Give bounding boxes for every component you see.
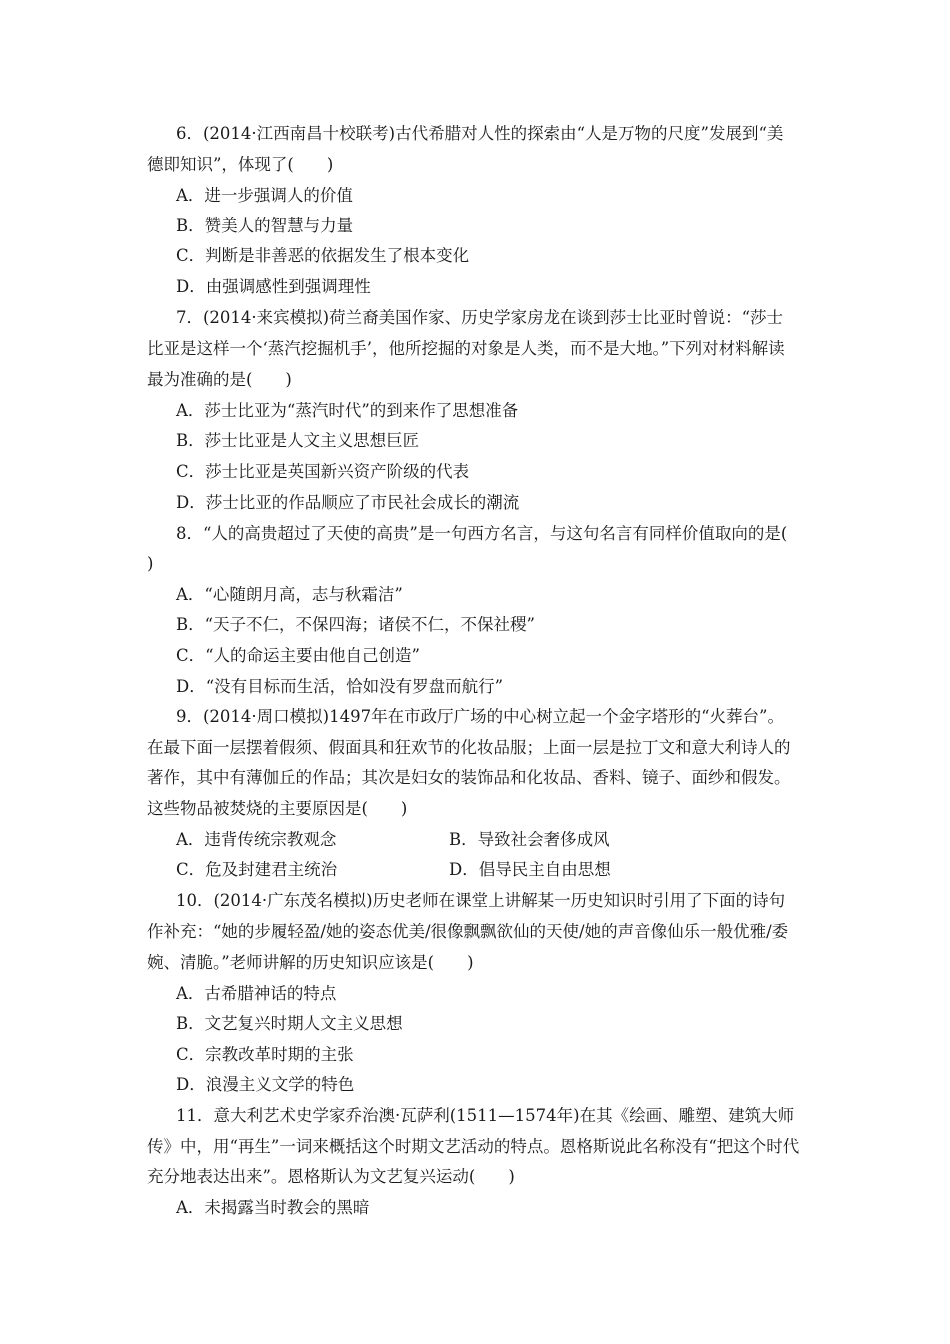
question-9-option-a: A．违背传统宗教观念 [176,830,337,849]
question-9-line-1: 9．(2014·周口模拟)1497年在市政厅广场的中心树立起一个金字塔形的“火葬台”。 [176,707,784,726]
question-6-option-c: C．判断是非善恶的依据发生了根本变化 [176,246,470,265]
question-10-option-a: A．古希腊神话的特点 [176,984,337,1003]
question-7-option-d: D．莎士比亚的作品顺应了市民社会成长的潮流 [176,493,520,512]
question-6-line-1: 6．(2014·江西南昌十校联考)古代希腊对人性的探索由“人是万物的尺度”发展到“美 [176,124,784,143]
question-9-option-c: C．危及封建君主统治 [176,860,338,879]
question-8-line-1: 8．“人的高贵超过了天使的高贵”是一句西方名言，与这句名言有同样价值取向的是( [176,524,788,543]
question-9-line-3: 著作，其中有薄伽丘的作品；其次是妇女的装饰品和化妆品、香料、镜子、面纱和假发。 [147,768,791,787]
question-9-option-b: B．导致社会奢侈成风 [449,830,610,849]
question-7-option-a: A．莎士比亚为“蒸汽时代”的到来作了思想准备 [176,401,519,420]
question-10-line-1: 10．(2014·广东茂名模拟)历史老师在课堂上讲解某一历史知识时引用了下面的诗句 [176,891,786,910]
question-11-option-a: A．未揭露当时教会的黑暗 [176,1198,370,1217]
question-10-option-d: D．浪漫主义文学的特色 [176,1075,355,1094]
question-10-option-c: C．宗教改革时期的主张 [176,1045,354,1064]
question-7-line-2: 比亚是这样一个‘蒸汽挖掘机手’，他所挖掘的对象是人类，而不是大地。”下列对材料解读 [147,339,785,358]
question-11-line-1: 11．意大利艺术史学家乔治澳·瓦萨利(1511—1574年)在其《绘画、雕塑、建筑大师 [176,1106,795,1125]
question-8-option-a: A．“心随朗月高，志与秋霜洁” [176,585,403,604]
question-7-line-1: 7．(2014·来宾模拟)荷兰裔美国作家、历史学家房龙在谈到莎士比亚时曾说：“莎士 [176,308,784,327]
question-7-option-b: B．莎士比亚是人文主义思想巨匠 [176,431,420,450]
question-10-option-b: B．文艺复兴时期人文主义思想 [176,1014,403,1033]
question-6-option-a: A．进一步强调人的价值 [176,186,353,205]
question-7-option-c: C．莎士比亚是英国新兴资产阶级的代表 [176,462,470,481]
question-7-line-3: 最为准确的是( ) [147,370,292,389]
question-9-line-2: 在最下面一层摆着假须、假面具和狂欢节的化妆品服；上面一层是拉丁文和意大利诗人的 [147,738,791,757]
question-8-option-d: D．“没有目标而生活，恰如没有罗盘而航行” [176,677,504,696]
question-11-line-3: 充分地表达出来”。恩格斯认为文艺复兴运动( ) [147,1167,515,1186]
question-10-line-2: 作补充：“她的步履轻盈/她的姿态优美/很像飘飘欲仙的天使/她的声音像仙乐一般优雅/委 [147,922,789,941]
question-6-option-b: B．赞美人的智慧与力量 [176,216,354,235]
question-6-line-2: 德即知识”，体现了( ) [147,155,334,174]
question-9-line-4: 这些物品被焚烧的主要原因是( ) [147,799,408,818]
question-9-option-d: D．倡导民主自由思想 [449,860,611,879]
question-11-line-2: 传》中，用“再生”一词来概括这个时期文艺活动的特点。恩格斯说此名称没有“把这个时代 [147,1137,800,1156]
question-6-option-d: D．由强调感性到强调理性 [176,277,371,296]
question-8-option-c: C．“人的命运主要由他自己创造” [176,646,420,665]
question-8-line-2: ) [147,554,154,573]
question-8-option-b: B．“天子不仁，不保四海；诸侯不仁，不保社稷” [176,615,535,634]
question-10-line-3: 婉、清脆。”老师讲解的历史知识应该是( ) [147,953,474,972]
